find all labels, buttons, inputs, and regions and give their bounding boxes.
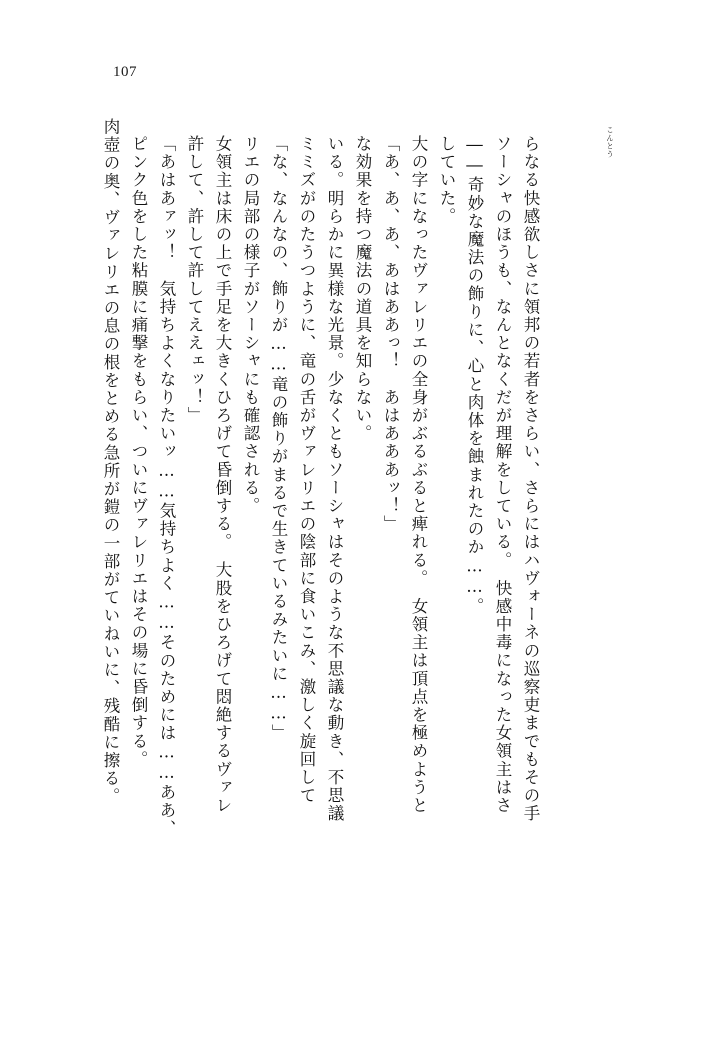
text-column: 女領主は床の上で手足を大きくひろげて昏倒する。 大股をひろげて悶絶するヴァレ bbox=[213, 135, 232, 815]
text-column: していた。 bbox=[437, 135, 456, 226]
text-column: いる。明らかに異様な光景。少なくともソーシャはそのような不思議な動き、不思議 bbox=[325, 135, 344, 823]
text-column: 「あはあァッ！ 気持ちよくなりたいッ……気持ちよく……そのためには……ああ、 bbox=[157, 135, 176, 838]
text-column: 肉壺の奥、ヴァレリエの息の根をとめる急所が鎧の一部がていねいに、残酷に擦る。 bbox=[101, 118, 120, 806]
text-column: らなる快感欲しさに領邦の若者をさらい、さらにはハヴォーネの巡察吏までもその手 bbox=[521, 135, 540, 823]
text-column: 「あ、あ、あ、あはああっ！ あはあああッ！」 bbox=[381, 135, 400, 534]
text-column: な効果を持つ魔法の道具を知らない。 bbox=[353, 135, 372, 443]
vertical-text-block bbox=[90, 118, 635, 978]
text-column: 許して、許して許してええェッ！」 bbox=[185, 135, 204, 425]
text-column: リエの局部の様子がソーシャにも確認される。 bbox=[241, 135, 260, 516]
text-column: 大の字になったヴァレリエの全身がぶるぶると痺れる。 女領主は頂点を極めようと bbox=[409, 135, 428, 815]
page-number: 107 bbox=[113, 64, 137, 80]
ruby-annotation-konton: こんとう bbox=[605, 126, 615, 158]
text-column: ミミズがのたうつように、竜の舌がヴァレリエの陰部に食いこみ、激しく旋回して bbox=[297, 135, 316, 805]
text-column: 「な、なんなの、飾りが……竜の飾りがまるで生きているみたいに……」 bbox=[269, 135, 288, 743]
text-column: ピンク色をした粘膜に痛撃をもらい、ついにヴァレリエはその場に昏倒する。 bbox=[129, 135, 148, 769]
text-column: ――奇妙な魔法の飾りに、心と肉体を蝕まれたのか……。 bbox=[465, 135, 484, 616]
text-column: ソーシャのほうも、なんとなくだが理解をしている。 快感中毒になった女領主はさ bbox=[493, 135, 512, 815]
